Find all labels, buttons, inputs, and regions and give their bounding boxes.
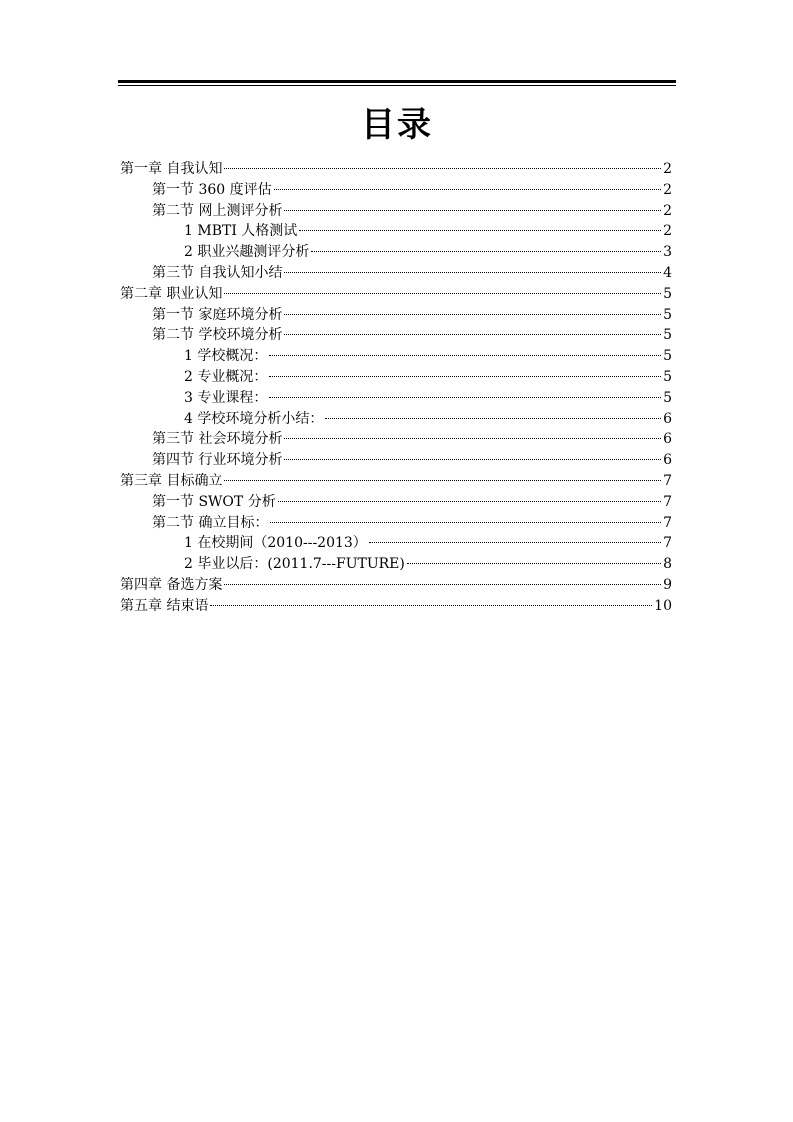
toc-entry-label: 第五章 结束语 bbox=[120, 597, 209, 614]
header-rule-thick bbox=[118, 80, 676, 83]
toc-entry-page-number: 10 bbox=[654, 597, 672, 614]
toc-entry-label: 2 毕业以后：(2011.7---FUTURE) bbox=[184, 556, 405, 573]
dot-leader bbox=[284, 320, 661, 335]
dot-leader bbox=[325, 404, 661, 419]
dot-leader bbox=[224, 154, 661, 169]
dot-leader bbox=[224, 570, 661, 585]
toc-entry-label: 2 专业概况： bbox=[184, 368, 268, 385]
toc-entry-label: 第二节 学校环境分析 bbox=[152, 327, 283, 344]
dot-leader bbox=[311, 237, 661, 252]
dot-leader bbox=[284, 424, 661, 439]
toc-entry-label: 第一节 家庭环境分析 bbox=[152, 306, 283, 323]
dot-leader bbox=[299, 216, 661, 231]
toc-entry-page-number: 9 bbox=[663, 576, 672, 593]
dot-leader bbox=[278, 487, 661, 502]
header-rule-thin bbox=[118, 85, 676, 86]
dot-leader bbox=[284, 196, 661, 211]
dot-leader bbox=[274, 175, 661, 190]
dot-leader bbox=[269, 341, 661, 356]
toc-entry-label: 第一节 SWOT 分析 bbox=[152, 493, 276, 510]
toc-entry-page-number: 7 bbox=[663, 493, 672, 510]
toc-entry-label: 第二节 确立目标： bbox=[152, 514, 269, 531]
toc-entry-page-number: 8 bbox=[663, 556, 672, 573]
toc-entry-page-number: 2 bbox=[663, 181, 672, 198]
toc-entry-label: 第四章 备选方案 bbox=[120, 576, 223, 593]
toc-entry-label: 第三章 目标确立 bbox=[120, 472, 223, 489]
toc-entry-label: 第二章 职业认知 bbox=[120, 285, 223, 302]
toc-entry-label: 1 学校概况： bbox=[184, 348, 268, 365]
toc-entry-label: 第一节 360 度评估 bbox=[152, 181, 272, 198]
toc-entry-label: 第四节 行业环境分析 bbox=[152, 452, 283, 469]
toc-entry-label: 2 职业兴趣测评分析 bbox=[184, 244, 310, 261]
toc-entry-label: 1 MBTI 人格测试 bbox=[184, 223, 298, 240]
toc-entry-page-number: 6 bbox=[663, 431, 672, 448]
dot-leader bbox=[407, 549, 661, 564]
dot-leader bbox=[369, 528, 661, 543]
dot-leader bbox=[284, 300, 661, 315]
dot-leader bbox=[224, 279, 661, 294]
toc-entry-page-number: 5 bbox=[663, 285, 672, 302]
toc-entry-page-number: 4 bbox=[663, 264, 672, 281]
toc-entry-page-number: 2 bbox=[663, 202, 672, 219]
dot-leader bbox=[269, 362, 661, 377]
toc-entry-label: 4 学校环境分析小结： bbox=[184, 410, 324, 427]
toc-entry-label: 第一章 自我认知 bbox=[120, 161, 223, 177]
toc-entry-page-number: 6 bbox=[663, 410, 672, 427]
toc-entry-page-number: 7 bbox=[663, 514, 672, 531]
dot-leader bbox=[270, 508, 661, 523]
table-of-contents bbox=[120, 158, 672, 616]
page-title: 目录 bbox=[361, 105, 433, 145]
toc-entry-label: 第三节 自我认知小结 bbox=[152, 264, 283, 281]
dot-leader bbox=[224, 466, 661, 481]
toc-entry-page-number: 3 bbox=[663, 244, 672, 261]
toc-entry-page-number: 5 bbox=[663, 368, 672, 385]
toc-entry-label: 1 在校期间（2010---2013） bbox=[184, 535, 367, 552]
toc-entry-label: 3 专业课程： bbox=[184, 389, 268, 406]
toc-entry-label: 第三节 社会环境分析 bbox=[152, 431, 283, 448]
toc-entry[interactable] bbox=[120, 595, 672, 616]
dot-leader bbox=[284, 445, 661, 460]
toc-entry-label: 第二节 网上测评分析 bbox=[152, 202, 283, 219]
toc-entry-page-number: 6 bbox=[663, 452, 672, 469]
toc-entry-page-number: 5 bbox=[663, 389, 672, 406]
dot-leader bbox=[210, 591, 652, 606]
dot-leader bbox=[284, 258, 661, 273]
toc-entry-page-number: 2 bbox=[663, 223, 672, 240]
toc-entry-page-number: 7 bbox=[663, 472, 672, 489]
toc-entry-page-number: 7 bbox=[663, 535, 672, 552]
toc-entry-page-number: 2 bbox=[663, 161, 672, 177]
toc-entry-page-number: 5 bbox=[663, 348, 672, 365]
toc-entry-page-number: 5 bbox=[663, 306, 672, 323]
toc-entry-page-number: 5 bbox=[663, 327, 672, 344]
dot-leader bbox=[269, 383, 661, 398]
